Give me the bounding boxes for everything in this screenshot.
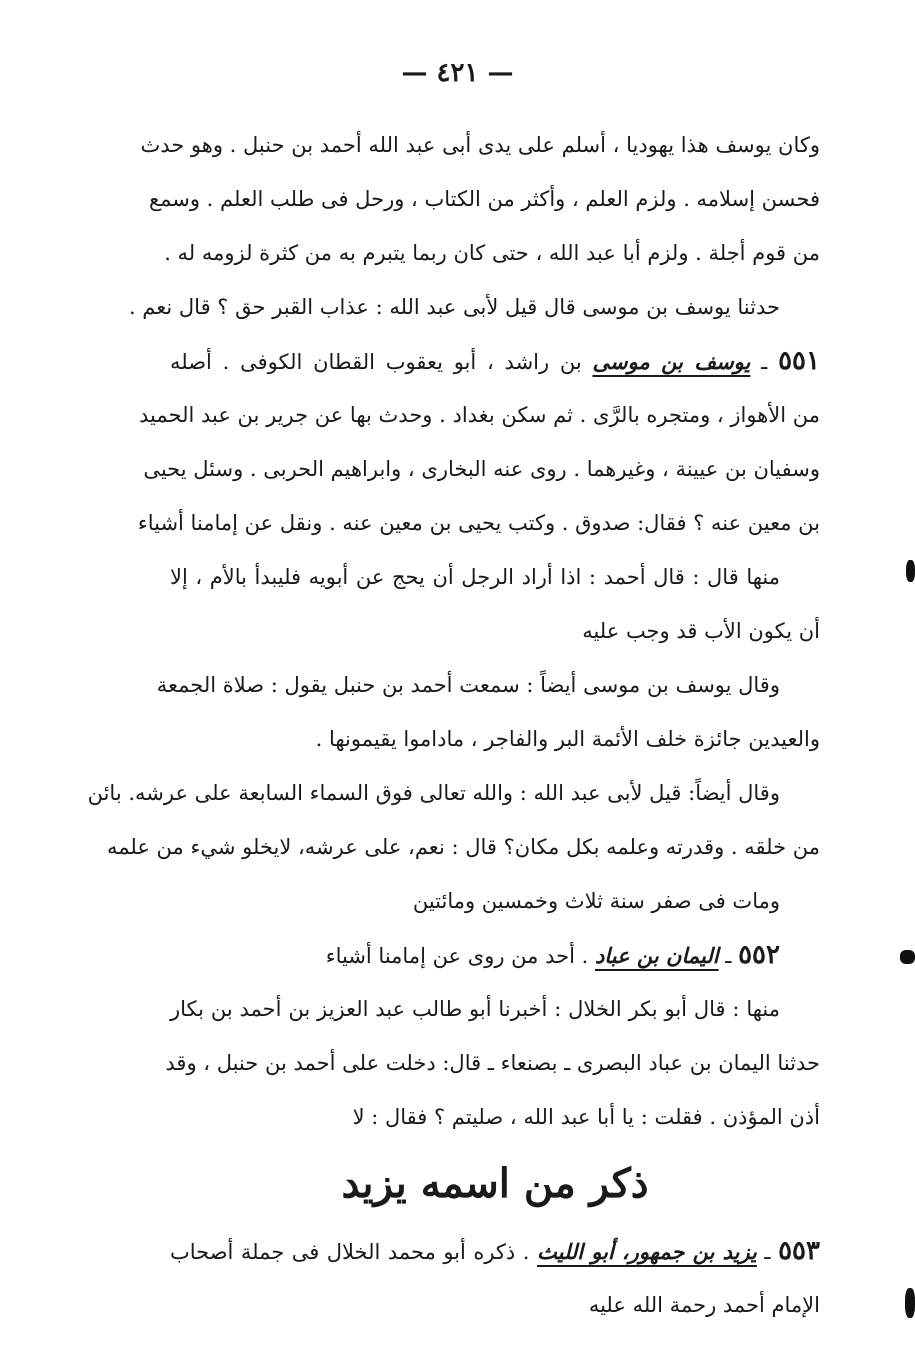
entry-name: يزيد بن جمهور، أبو الليث (536, 1239, 757, 1264)
text-line: منها : قال أبو بكر الخلال : أخبرنا أبو طالب عبد العزيز بن أحمد بن بكار (170, 997, 780, 1021)
page-number: — ٤٢١ — (401, 58, 514, 88)
text-line: حدثنا اليمان بن عباد البصرى ـ بصنعاء ـ قال: دخلت على أحمد بن حنبل ، وقد (165, 1051, 820, 1075)
entry-dash: ـ (725, 944, 732, 968)
text-line: وسفيان بن عيينة ، وغيرهما . روى عنه البخارى ، وابراهيم الحربى . وسئل يحيى (143, 457, 820, 481)
text-line: ومات فى صفر سنة ثلاث وخمسين ومائتين (412, 889, 780, 913)
text-line: من الأهواز ، ومتجره بالرَّى . ثم سكن بغداد . وحدث بها عن جرير بن عبد الحميد (139, 403, 820, 427)
entry-dash: ـ (761, 350, 768, 374)
text-line: وقال أيضاً: قيل لأبى عبد الله : والله تعالى فوق السماء السابعة على عرشه. بائن (87, 781, 780, 805)
entry-552-header (170, 928, 820, 982)
text-line: بن معين عنه ؟ فقال: صدوق . وكتب يحيى بن معين عنه . ونقل عن إمامنا أشياء (137, 511, 820, 535)
text-line: منها قال : قال أحمد : اذا أراد الرجل أن يحج عن أبويه فليبدأ بالأم ، إلا (170, 565, 780, 589)
entry-553-header (170, 1224, 820, 1278)
text-line: حدثنا يوسف بن موسى قال قيل لأبى عبد الله : عذاب القبر حق ؟ قال نعم . (128, 295, 780, 319)
text-line: من قوم أجلة . ولزم أبا عبد الله ، حتى كان ربما يتبرم به من كثرة لزومه له . (164, 241, 820, 265)
text-line: وقال يوسف بن موسى أيضاً : سمعت أحمد بن حنبل يقول : صلاة الجمعة (156, 673, 780, 697)
text-line: أن يكون الأب قد وجب عليه (582, 619, 820, 643)
entry-rest: . ذكره أبو محمد الخلال فى جملة أصحاب (170, 1240, 530, 1264)
text-line: أذن المؤذن . فقلت : يا أبا عبد الله ، صليتم ؟ فقال : لا (352, 1105, 820, 1129)
entry-rest: . أحد من روى عن إمامنا أشياء (325, 944, 589, 968)
entry-dash: ـ (764, 1240, 771, 1264)
entry-number: ٥٥٣ (778, 1236, 820, 1266)
entry-551-header (170, 334, 820, 388)
body-text (87, 118, 820, 1332)
text-line: والعيدين جائزة خلف الأئمة البر والفاجر ، ماداموا يقيمونها . (315, 727, 820, 751)
scan-edge-mark (900, 950, 915, 964)
text-line: من خلقه . وقدرته وعلمه بكل مكان؟ قال : نعم، على عرشه، لايخلو شيء من علمه (107, 835, 820, 859)
section-heading: ذكر من اسمه يزيد (341, 1160, 649, 1207)
text-line: فحسن إسلامه . ولزم العلم ، وأكثر من الكتاب ، ورحل فى طلب العلم . وسمع (148, 187, 820, 211)
entry-number: ٥٥١ (778, 346, 820, 376)
text-line: الإمام أحمد رحمة الله عليه (588, 1293, 820, 1317)
scan-edge-mark (906, 560, 915, 582)
text-line: وكان يوسف هذا يهوديا ، أسلم على يدى أبى عبد الله أحمد بن حنبل . وهو حدث (140, 133, 820, 157)
entry-rest: بن راشد ، أبو يعقوب القطان الكوفى . أصله (170, 350, 582, 374)
entry-number: ٥٥٢ (738, 940, 780, 970)
entry-name: يوسف بن موسى (592, 349, 751, 374)
entry-name: اليمان بن عباد (594, 943, 719, 968)
scan-edge-mark (905, 1288, 915, 1318)
